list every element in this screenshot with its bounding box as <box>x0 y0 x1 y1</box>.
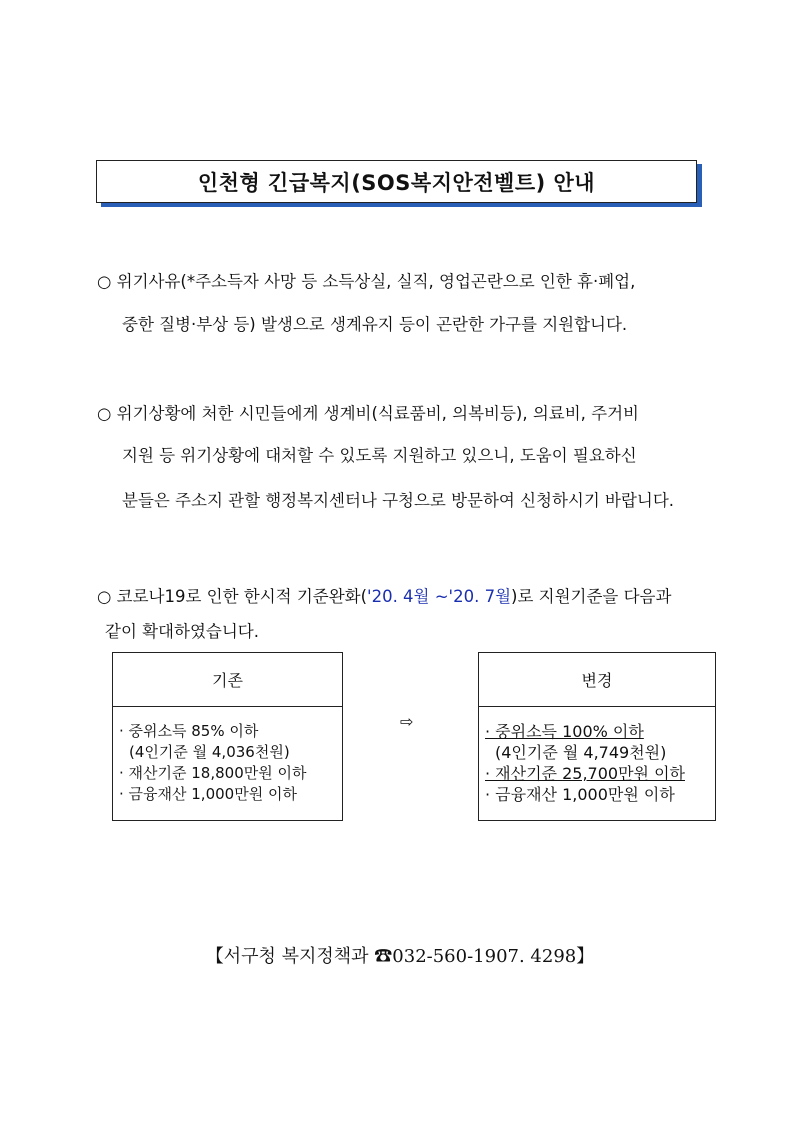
paragraph-line: ○ 위기사유(*주소득자 사망 등 소득상실, 실직, 영업곤란으로 인한 휴·폐업, <box>97 272 636 291</box>
paragraph-line: 지원 등 위기상황에 대처할 수 있도록 지원하고 있으니, 도움이 필요하신 <box>122 446 637 465</box>
criteria-item: (4인기준 월 4,036천원) <box>129 743 290 761</box>
paragraph-line: 같이 확대하였습니다. <box>105 622 259 641</box>
contact-footer: 【서구청 복지정책과 ☎032-560-1907. 4298】 <box>205 946 595 967</box>
page-title: 인천형 긴급복지(SOS복지안전벨트) 안내 <box>96 160 697 203</box>
paragraph-line <box>97 583 671 607</box>
criteria-item: · 재산기준 18,800만원 이하 <box>119 764 307 782</box>
before-header: 기존 <box>113 653 342 707</box>
arrow-right-icon: ⇨ <box>400 712 414 731</box>
after-criteria-box <box>478 652 716 821</box>
period-text: '20. 4월 ~'20. 7월 <box>367 587 512 606</box>
paragraph-line: ○ 위기상황에 처한 시민들에게 생계비(식료품비, 의복비등), 의료비, 주거비 <box>97 404 639 423</box>
criteria-item: · 중위소득 85% 이하 <box>119 722 259 740</box>
after-header: 변경 <box>479 653 715 707</box>
before-criteria-box <box>112 652 343 821</box>
criteria-item: · 금융재산 1,000만원 이하 <box>119 785 297 803</box>
criteria-item: · 재산기준 25,700만원 이하 <box>485 764 685 783</box>
criteria-item: · 금융재산 1,000만원 이하 <box>485 785 675 804</box>
text: ○ 코로나19로 인한 한시적 기준완화( <box>97 587 368 606</box>
paragraph-line: 분들은 주소지 관할 행정복지센터나 구청으로 방문하여 신청하시기 바랍니다. <box>122 491 675 510</box>
text: )로 지원기준을 다음과 <box>511 587 672 606</box>
paragraph-line: 중한 질병·부상 등) 발생으로 생계유지 등이 곤란한 가구를 지원합니다. <box>122 315 628 334</box>
criteria-item: · 중위소득 100% 이하 <box>485 722 644 741</box>
criteria-item: (4인기준 월 4,749천원) <box>495 743 667 762</box>
